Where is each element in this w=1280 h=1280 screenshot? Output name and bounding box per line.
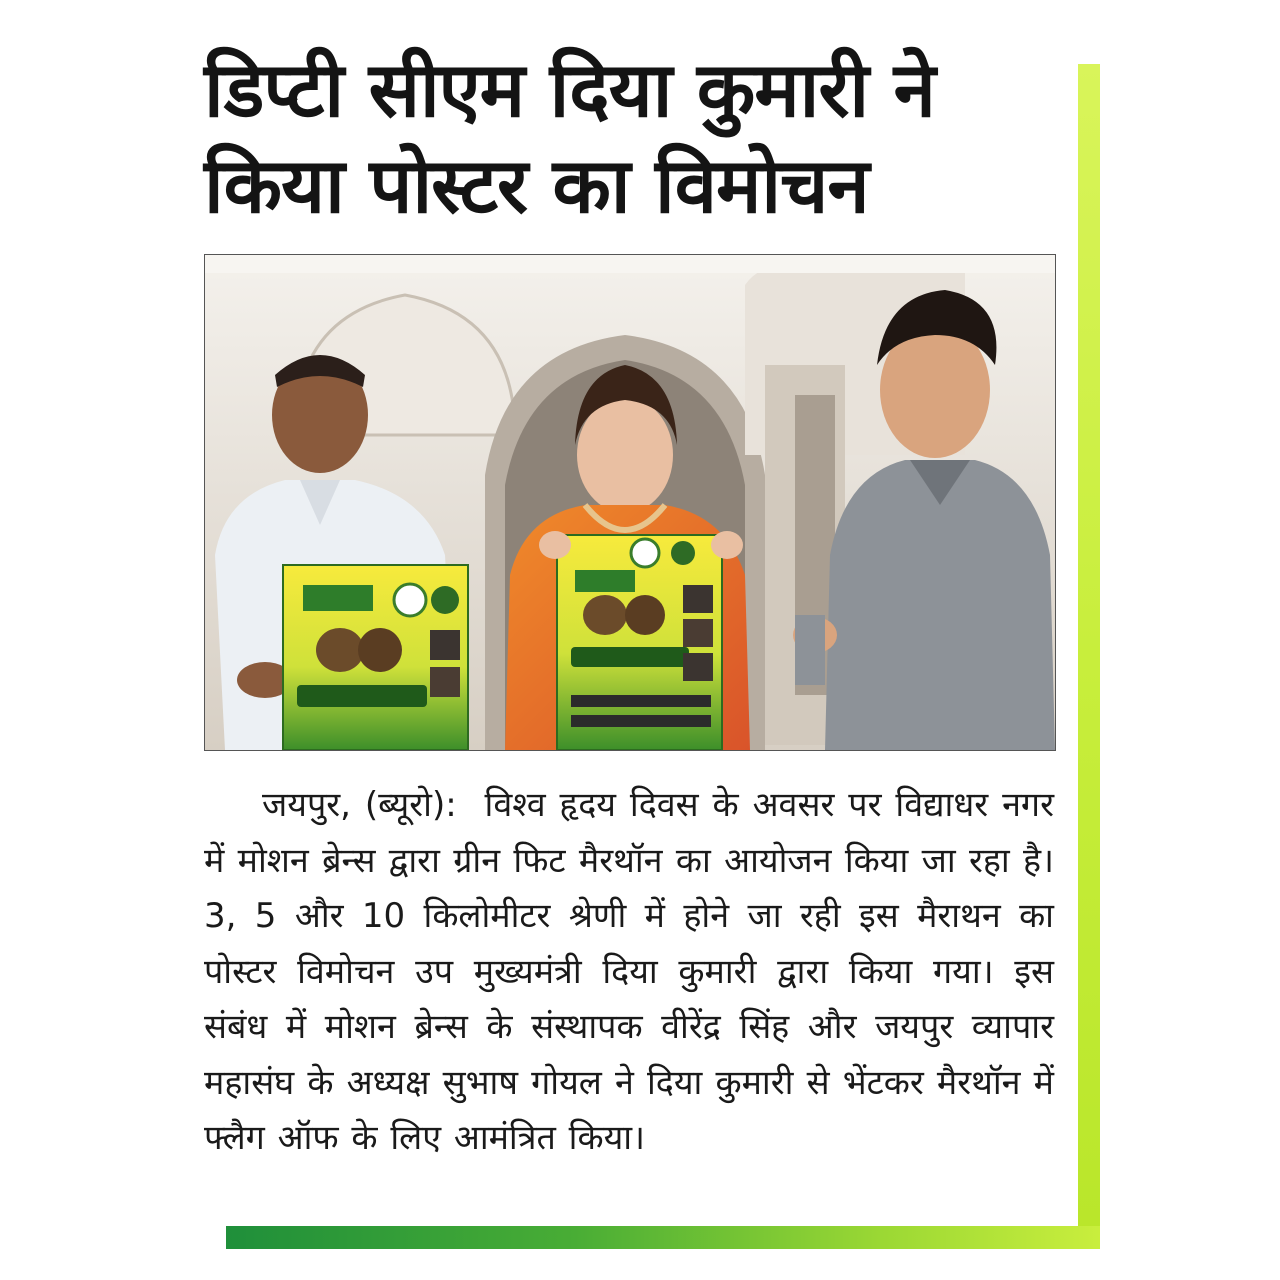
headline-line-1: डिप्टी सीएम दिया कुमारी ने <box>204 45 935 134</box>
frame-accent-bottom <box>226 1226 1100 1249</box>
dateline: जयपुर, (ब्यूरो): <box>262 785 457 825</box>
article-text: विश्व हृदय दिवस के अवसर पर विद्याधर नगर में मोशन ब्रेन्स द्वारा ग्रीन फिट मैरथॉन का आयोजन किया जा रहा है। 3, 5 और 10 किलोमीटर श्रेणी में होने जा रही इस मैराथन का पोस्टर विमोचन उप मुख्यमंत्री दिया कुमारी द्वारा किया गया। इस संबंध में मोशन ब्रेन्स के संस्थापक वीरेंद्र सिंह और जयपुर व्यापार महासंघ के अध्यक्ष सुभाष गोयल ने दिया कुमारी से भेंटकर मैरथॉन में फ्लैग ऑफ के लिए आमंत्रित किया। <box>204 785 1054 1158</box>
article-body <box>204 778 1054 1167</box>
frame-accent-right <box>1078 64 1100 1249</box>
headline-line-2: किया पोस्टर का विमोचन <box>204 141 869 230</box>
headline <box>204 42 1064 234</box>
news-photo <box>204 254 1056 751</box>
news-article <box>180 20 1078 1226</box>
photo-illustration <box>205 255 1055 750</box>
